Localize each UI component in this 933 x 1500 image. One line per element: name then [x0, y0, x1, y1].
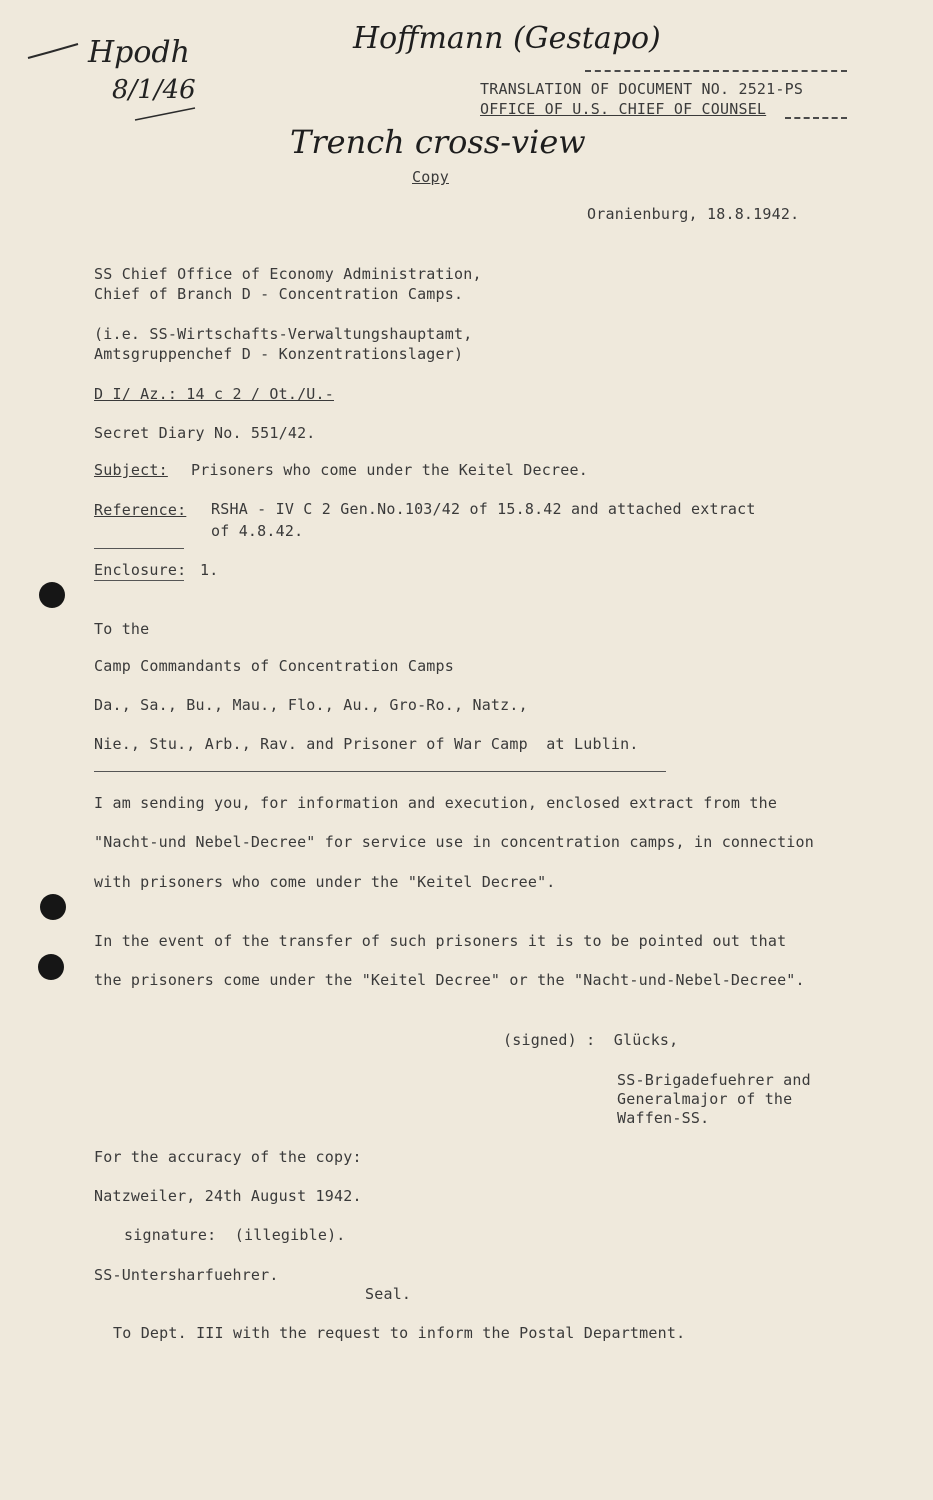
body-p1-line-1: I am sending you, for information and execution, enclosed extract from the	[94, 794, 778, 812]
address-line-2: Chief of Branch D - Concentration Camps.	[94, 285, 464, 303]
section-divider	[94, 771, 666, 772]
signed-line: (signed) : Glücks,	[503, 1031, 679, 1049]
handwriting-top-left	[0, 0, 240, 140]
enclosure-underline	[94, 580, 184, 581]
certification-line-1: For the accuracy of the copy:	[94, 1148, 362, 1166]
signer-rank-3: Waffen-SS.	[617, 1109, 710, 1127]
handwritten-note: Trench cross-view	[290, 123, 586, 161]
footer-note: To Dept. III with the request to inform the Postal Department.	[113, 1324, 686, 1342]
certification-line-3: signature: (illegible).	[124, 1226, 346, 1244]
body-p1-line-3: with prisoners who come under the "Keitel Decree".	[94, 873, 556, 891]
office-heading: OFFICE OF U.S. CHIEF OF COUNSEL	[480, 100, 767, 118]
signer-rank-2: Generalmajor of the	[617, 1090, 793, 1108]
handwritten-date: 8/1/46	[112, 75, 196, 105]
header-dash-rule	[585, 70, 847, 72]
file-reference: D I/ Az.: 14 c 2 / Ot./U.-	[94, 385, 334, 403]
reference-label: Reference:	[94, 501, 187, 519]
punch-hole-bottom	[38, 954, 64, 980]
enclosure-label: Enclosure:	[94, 561, 187, 579]
body-p2-line-1: In the event of the transfer of such prisoners it is to be pointed out that	[94, 932, 787, 950]
enclosure-value: 1.	[200, 561, 219, 579]
office-dash-rule	[785, 117, 847, 119]
reference-line-2: of 4.8.42.	[211, 522, 304, 540]
translation-heading: TRANSLATION OF DOCUMENT NO. 2521-PS	[480, 80, 804, 98]
recipients-line-2: Da., Sa., Bu., Mau., Flo., Au., Gro-Ro., Natz.,	[94, 696, 528, 714]
address-line-1: SS Chief Office of Economy Administration,	[94, 265, 482, 283]
seal-label: Seal.	[365, 1285, 412, 1303]
recipients-line-3: Nie., Stu., Arb., Rav. and Prisoner of War Camp at Lublin.	[94, 735, 639, 753]
place-date: Oranienburg, 18.8.1942.	[587, 205, 800, 223]
handwritten-name: Hoffmann (Gestapo)	[353, 21, 661, 56]
punch-hole-top	[39, 582, 65, 608]
copy-label: Copy	[412, 168, 449, 186]
reference-underline	[94, 548, 184, 549]
recipients-to: To the	[94, 620, 150, 638]
address-line-4: Amtsgruppenchef D - Konzentrationslager)	[94, 345, 464, 363]
secret-diary: Secret Diary No. 551/42.	[94, 424, 316, 442]
handwriting-cross-note	[280, 115, 700, 175]
certification-line-2: Natzweiler, 24th August 1942.	[94, 1187, 362, 1205]
reference-line-1: RSHA - IV C 2 Gen.No.103/42 of 15.8.42 and attached extract	[211, 500, 756, 518]
signer-rank-1: SS-Brigadefuehrer and	[617, 1071, 811, 1089]
body-p2-line-2: the prisoners come under the "Keitel Decree" or the "Nacht-und-Nebel-Decree".	[94, 971, 805, 989]
certification-line-4: SS-Untersharfuehrer.	[94, 1266, 279, 1284]
recipients-line-1: Camp Commandants of Concentration Camps	[94, 657, 454, 675]
subject-text: Prisoners who come under the Keitel Decree.	[191, 461, 588, 479]
body-p1-line-2: "Nacht-und Nebel-Decree" for service use in concentration camps, in connection	[94, 833, 814, 851]
subject-label: Subject:	[94, 461, 168, 479]
handwritten-initials: Hpodh	[88, 35, 190, 70]
address-line-3: (i.e. SS-Wirtschafts-Verwaltungshauptamt,	[94, 325, 473, 343]
punch-hole-middle	[40, 894, 66, 920]
